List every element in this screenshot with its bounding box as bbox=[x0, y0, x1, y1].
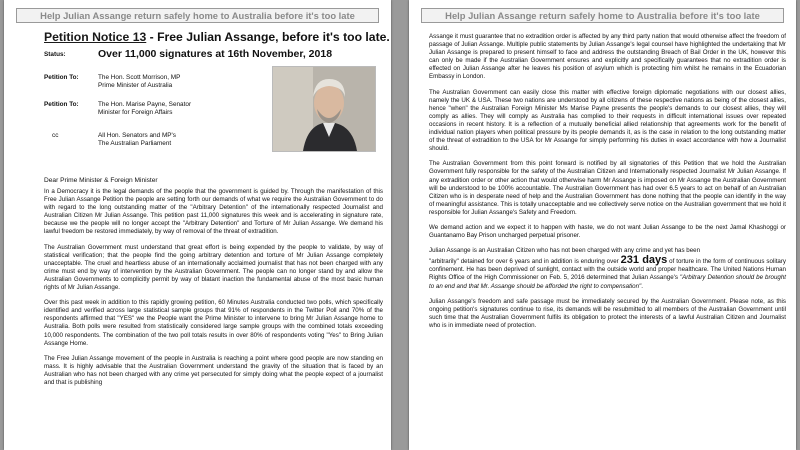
petition-to-label-1: Petition To: bbox=[44, 74, 79, 81]
un-quote: "Arbitrary Detention should be brought to an end and that Mr. Assange should be afforded the right to compensation" bbox=[429, 274, 786, 290]
torture-text-before: "arbitrarily" detained for over 6 years and in addition is enduring over bbox=[429, 258, 621, 266]
recipient-2-role: Minister for Foreign Affairs bbox=[98, 109, 173, 116]
status-value: Over 11,000 signatures at 16th November, 2018 bbox=[98, 48, 333, 60]
torture-days-count: 231 days bbox=[620, 254, 668, 267]
petition-meta bbox=[44, 44, 389, 169]
document-page-1 bbox=[4, 0, 391, 450]
cc-line-1: All Hon. Senators and MP's bbox=[98, 132, 176, 139]
torture-text-end: . bbox=[641, 282, 643, 290]
paragraph-torture bbox=[429, 256, 786, 290]
page-2-body bbox=[429, 33, 786, 330]
paragraph: Assange it must guarantee that no extradition order is affected by any third party nation that would otherwise affect the freedom of passage of Julian Assange. Multiple public statements by Julian Assange's legal counsel have highlighted the undertaking that Mr Julian Assange is prepared to present himself to face and address the outstanding Breach of Bail Order in the UK, however this can only be made if the Australian Government ensures and explicitly and specifically guarantees that no extradition order is effected on Julian Assange after he leaves his position of asylum which is protecting him whilst he remains in the Ecuadorian Embassy in London. bbox=[429, 33, 786, 81]
document-page-2 bbox=[409, 0, 796, 450]
cc-line-2: The Australian Parliament bbox=[98, 140, 172, 147]
paragraph: The Free Julian Assange movement of the people in Australia is reaching a point where good people are now standing en mass. It is highly advisable that the Australian Government understand the gravity of the situation that is faced by an Australian who has not been charged with any crime yet persecuted for simply doing what the people expect of a journalist and that is publishing bbox=[44, 354, 383, 386]
petition-to-label-2: Petition To: bbox=[44, 101, 79, 108]
paragraph: Julian Assange is an Australian Citizen who has not been charged with any crime and yet has been bbox=[429, 247, 701, 255]
torture-text-mid: of torture in the form of continuous solitary confinement. He has been deprived of sunlight, contact with the outside world and proper healthcare. The United Nations Human Rights Office of the High Commissioner on Feb. 5, 2016 determined that Julian Assange's bbox=[429, 258, 787, 282]
portrait-photo bbox=[272, 66, 376, 152]
recipient-2-name: The Hon. Marise Payne, Senator bbox=[98, 101, 192, 108]
petition-title-rest: - Free Julian Assange, before it's too late. bbox=[146, 30, 390, 44]
salutation: Dear Prime Minister & Foreign Minister bbox=[44, 177, 158, 184]
status-label: Status: bbox=[44, 51, 66, 58]
paragraph: We demand action and we expect it to happen with haste, we do not want Julian Assange to be the next Jamal Khashoggi or Guantanamo Bay Prison uncharged perpetual prisoner. bbox=[429, 223, 786, 240]
paragraph: The Australian Government must understand that great effort is being expended by the people to validate, by way of statistical verification; that the people find the going arbitrary detention and torture of Mr Julian Assange completely unacceptable. The cruel and heartless abuse of an internationally acclaimed journalist that has not been charged with any crime must end by way of intervention by the Australian Government. The people can no longer stand by and allow the Australian Governments to complicitly permit by way of blatant inaction the fundamental abuse of the most basic human rights of Mr Julian Assange. bbox=[44, 243, 383, 292]
petition-notice-number: Petition Notice 13 bbox=[44, 30, 147, 44]
page-banner: Help Julian Assange return safely home to Australia before it's too late bbox=[16, 8, 379, 23]
page-banner: Help Julian Assange return safely home to Australia before it's too late bbox=[421, 8, 784, 23]
page-1-body bbox=[44, 188, 383, 387]
recipient-1-name: The Hon. Scott Morrison, MP bbox=[98, 74, 181, 81]
paragraph: In a Democracy it is the legal demands of the people that the government is guided by. Through the manifestation of this Free Julian Assange Petition the people are setting forth our demands of what we require the Australian Government to do with regard to the long outstanding matter of the "Arbitrary Detention" of the internationally respected Journalist and Australian Citizen Mr Julian Assange. This petition past 11,000 signatures this week and is accelerating in signature rate, because we the people will no longer accept the "Arbitrary Detention" and Torture of Mr Julian Assange. We demand his lawful freedom be restored immediately, by way of removal of the threat of extradition. bbox=[44, 188, 383, 236]
paragraph: The Australian Government can easily close this matter with effective foreign diplomatic negotiations with our closest allies, namely the UK & USA. These two nations are understood by all citizens of these respective nations as being of the closest allies, hence "when" the Australian Foreign Minister Ms Marise Payne presents the people's demands to our closest allies, they will comply as allies. They will comply as Australia has complied to their requests in difficult international issues over repeated occasions in recent history. It is a reflection of a mutually beneficial allied relationship that agreements work for the benefit of individual nation players when political pressure by its people demands it, as is the case in relation to the long outstanding matter of the threat of extradition to the USA for Mr Assange for simply performing his duties in exact accordance with how a Journalist should. bbox=[429, 88, 786, 153]
cc-label: cc bbox=[52, 132, 59, 139]
paragraph: The Australian Government from this point forward is notified by all signatories of this Petition that we hold the Australian Government fully responsible for the safety of the Australian Citizen and Internationally respected Journalist Mr Julian Assange. If any extradition order or other action that would otherwise harm Mr Assange is imposed on Mr Assange the Australian Government will be understood to be 100% accountable. The Australian Government has had over 6.5 years to act on behalf of an Australian Citizen who is in desperate need of help and the Australian Government has done nothing that the people can identify in the way of meaningful assistance. This is totally unacceptable and we collectively serve notice on the Australian government that we hold it responsible for Julian Assange's Safety and Freedom. bbox=[429, 160, 786, 216]
paragraph: Over this past week in addition to this rapidly growing petition, 60 Minutes Australia conducted two polls, which specifically identified and verified across large statistical sample groups that 91% of respondents in the Twitter Poll and 70% of the respondents affirmed that "YES" we the People want the Prime Minister to intervene to bring Mr Julian Assange home to Australia. Both polls were resulted from statistically considered large sample groups with the combined totals exceeding 10,000 respondents. The combination of the two poll totals results in over 80% of respondents voting "Yes" to Bring Julian Assange Home. bbox=[44, 299, 383, 347]
petition-title bbox=[44, 30, 391, 44]
paragraph: Julian Assange's freedom and safe passage must be immediately secured by the Australian Government. Please note, as this ongoing petition's signatures continue to rise, its demands will be resubmitted to all members of the Australian Government until such time that the Australian Government fulfils its obligation to protect the interests of a lawful Australian Citizen and Journalist who is in immediate need of protection. bbox=[429, 297, 786, 329]
recipient-1-role: Prime Minister of Australia bbox=[98, 82, 173, 89]
